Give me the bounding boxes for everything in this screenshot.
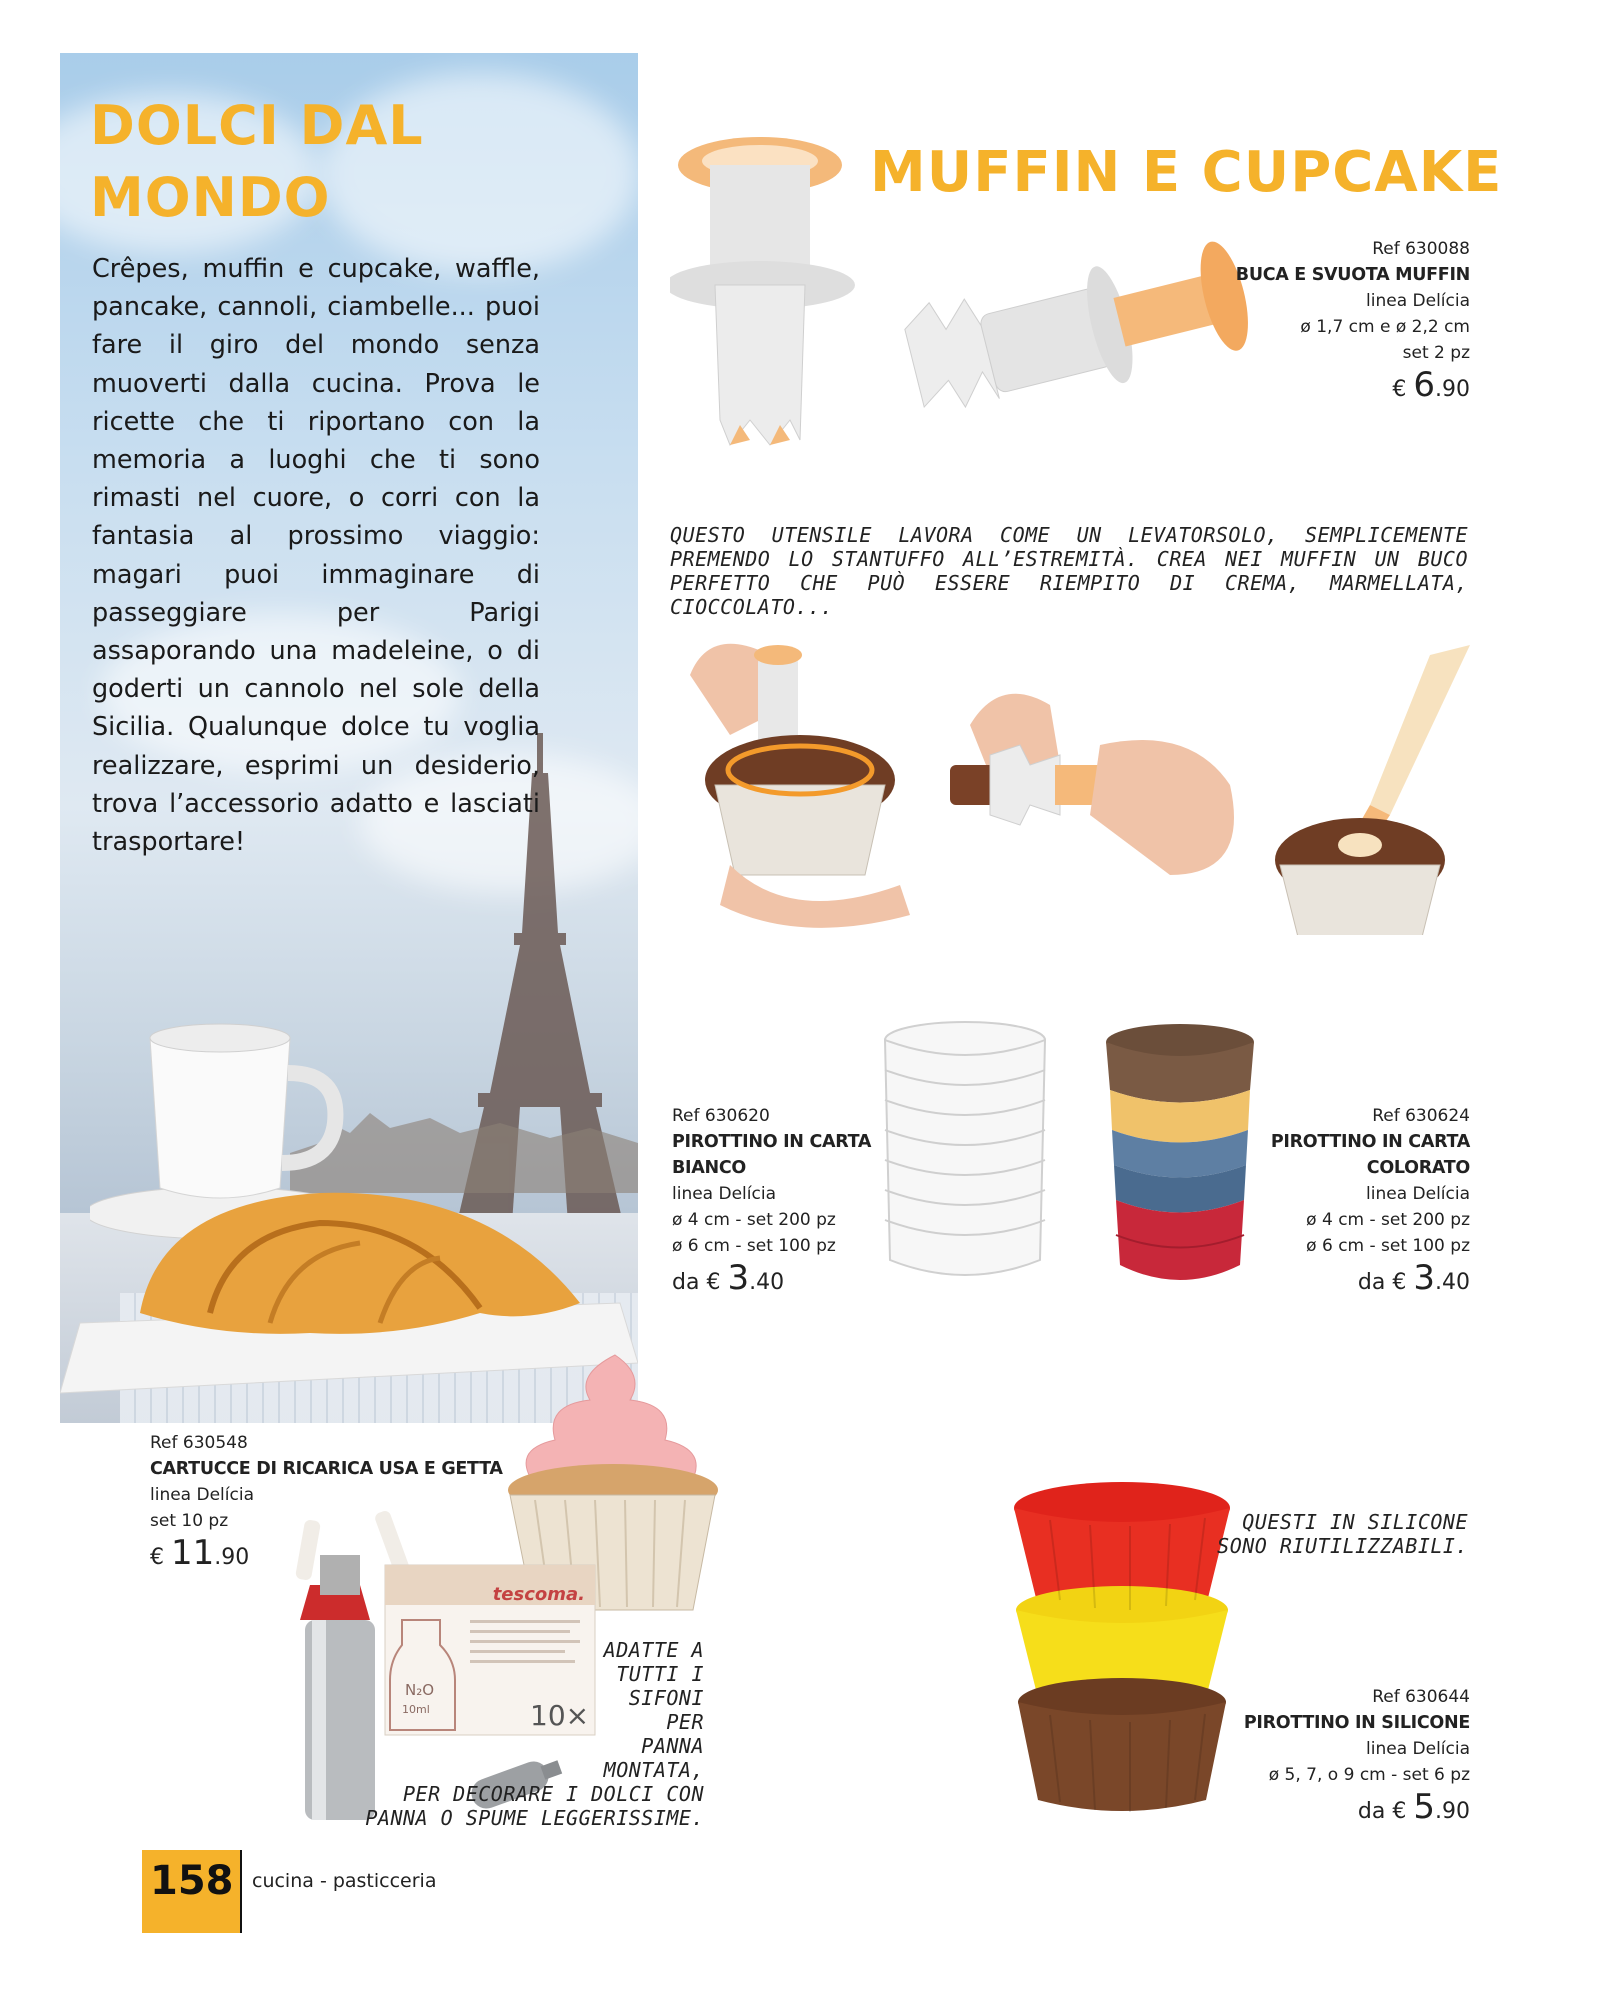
page-number: 158 (150, 1858, 234, 1904)
product-ref: Ref 630548 (150, 1433, 248, 1453)
product-ref: Ref 630644 (1372, 1687, 1470, 1707)
cartridges-note-2: PER DECORARE I DOLCI CON PANNA O SPUME LEGGERISSIME. (365, 1782, 704, 1830)
hero-title: DOLCI DAL MONDO (90, 94, 424, 229)
cartridges-note-1: ADATTE A TUTTI I SIFONI PER PANNA MONTATA, (603, 1638, 704, 1782)
box-volume-text: 10ml (402, 1703, 430, 1716)
product-name-line2: COLORATO (1366, 1158, 1470, 1178)
product-line: linea Delícia (1366, 1739, 1470, 1759)
product-price: da € 5.90 (1357, 1787, 1470, 1827)
product-size-2: ø 6 cm - set 100 pz (672, 1236, 836, 1256)
product-line: linea Delícia (1366, 1184, 1470, 1204)
product-name: PIROTTINO IN SILICONE (1243, 1713, 1470, 1733)
section-title: MUFFIN E CUPCAKE (870, 140, 1503, 205)
product-price: € 6.90 (1392, 365, 1470, 405)
silicone-note: QUESTI IN SILICONE SONO RIUTILIZZABILI. (1217, 1510, 1468, 1558)
muffin-tool-usage-photos (670, 615, 1470, 935)
product-price: da € 3.40 (672, 1258, 785, 1298)
product-line: linea Delícia (1366, 291, 1470, 311)
box-count-text: 10× (530, 1699, 590, 1732)
product-size-1: ø 4 cm - set 200 pz (1306, 1210, 1470, 1230)
footer-section-label: cucina - pasticceria (252, 1870, 437, 1892)
box-brand-text: tescoma. (492, 1584, 585, 1605)
product-name: CARTUCCE DI RICARICA USA E GETTA (150, 1459, 503, 1479)
product-size: ø 5, 7, o 9 cm - set 6 pz (1268, 1765, 1470, 1785)
product-name: BUCA E SVUOTA MUFFIN (1235, 265, 1470, 285)
siphon-and-cartridge-box-image (290, 1500, 620, 1830)
muffin-tool-info (1090, 236, 1470, 403)
footer-divider (240, 1850, 242, 1933)
product-set: set 10 pz (150, 1511, 229, 1531)
product-price: da € 3.40 (1357, 1258, 1470, 1298)
box-gas-text: N₂O (405, 1681, 435, 1699)
product-ref: Ref 630624 (1372, 1106, 1470, 1126)
product-line: linea Delícia (150, 1485, 254, 1505)
product-price: € 11.90 (150, 1533, 250, 1573)
product-name-line2: BIANCO (672, 1158, 746, 1178)
product-name-line1: PIROTTINO IN CARTA (672, 1132, 872, 1152)
white-cups-info (672, 1103, 912, 1296)
hero-body-text: Crêpes, muffin e cupcake, waffle, pancake, cannoli, ciambelle... puoi fare il giro del mondo senza muoverti dalla cucina. Prova le ricette che ti riportano con la memoria a luoghi che ti sono rimasti nel cuore, o corri con la fantasia al prossimo viaggio: magari puoi immaginare di passeggiare per Parigi assaporando una madeleine, o di goderti un cannolo nel sole della Sicilia. Qualunque dolce tu voglia realizzare, esprimi un desiderio, trova l’accessorio adatto e lasciati trasportare! (92, 254, 540, 858)
muffin-tool-note: QUESTO UTENSILE LAVORA COME UN LEVATORSOLO, SEMPLICEMENTE PREMENDO LO STANTUFFO ALL’ESTREMITÀ. CREA NEI MUFFIN UN BUCO PERFETTO CHE PUÒ ESSERE RIEMPITO DI CREMA, MARMELLATA, CIOCCOLATO... (670, 523, 1468, 619)
product-line: linea Delícia (672, 1184, 776, 1204)
silicone-cups-info (1160, 1684, 1470, 1825)
product-ref: Ref 630620 (672, 1106, 770, 1126)
product-ref: Ref 630088 (1372, 239, 1470, 259)
product-name-line1: PIROTTINO IN CARTA (1270, 1132, 1470, 1152)
product-set: set 2 pz (1402, 343, 1470, 363)
product-size: ø 1,7 cm e ø 2,2 cm (1300, 317, 1470, 337)
product-size-2: ø 6 cm - set 100 pz (1306, 1236, 1470, 1256)
colored-cups-info (1190, 1103, 1470, 1296)
product-size-1: ø 4 cm - set 200 pz (672, 1210, 836, 1230)
